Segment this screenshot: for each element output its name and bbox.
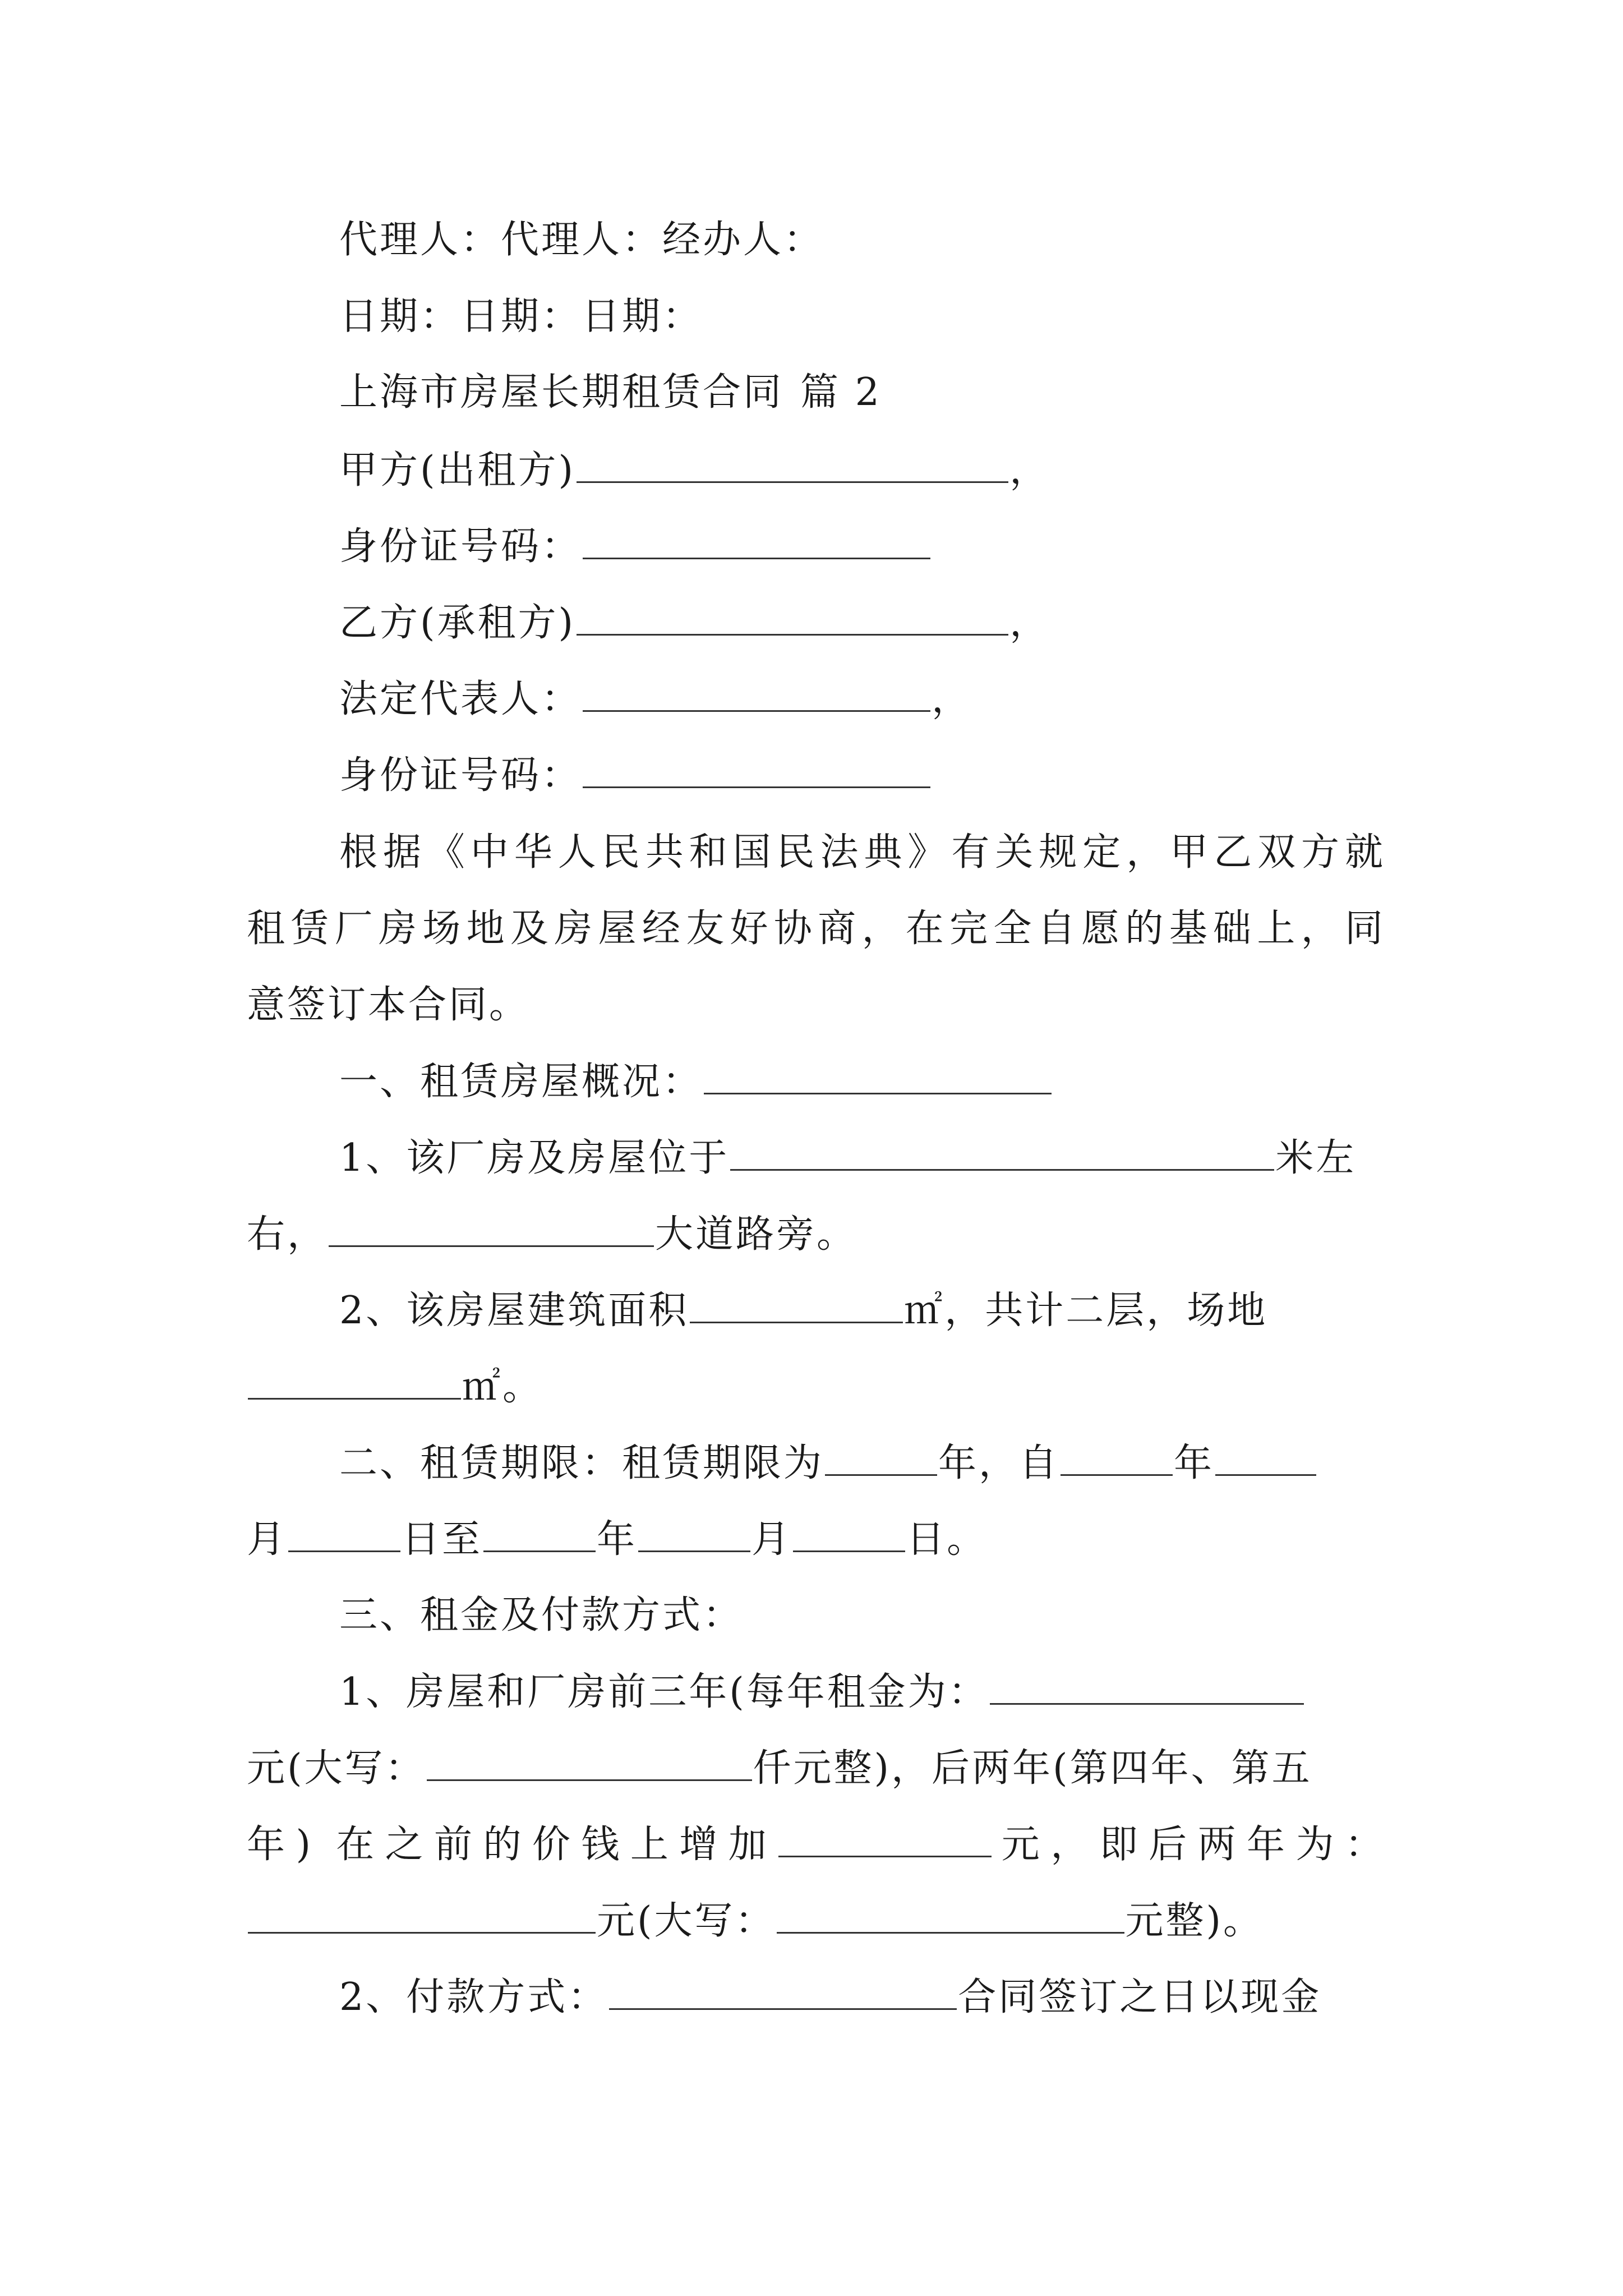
section-1-item-1-line-2 [247, 1212, 1385, 1257]
item-1-road-text: 大道路旁。 [655, 1212, 857, 1257]
section-2-line-1 [339, 1441, 1385, 1486]
section-1-blank [704, 1059, 1052, 1094]
lease-term-label: 二、租赁期限：租赁期限为 [339, 1441, 824, 1485]
legal-rep-line [339, 677, 1385, 722]
payment-method-blank [609, 1975, 957, 2010]
party-a-id-label: 身份证号码： [339, 524, 582, 569]
party-a-id-line [339, 524, 1385, 569]
annual-rent-label: 1、房屋和厂房前三年(每年租金为： [339, 1670, 989, 1714]
party-b-id-line [339, 753, 1385, 798]
rent-capital-text: 仟元整)，后两年(第四年、第五 [753, 1746, 1312, 1791]
legal-rep-label: 法定代表人： [339, 677, 582, 721]
rent-later-label: 元，即后两年为： [993, 1823, 1385, 1867]
start-year-unit: 年 [1174, 1441, 1215, 1485]
end-month-unit: 月 [751, 1517, 792, 1562]
later-rent-capital-text: 元整)。 [1125, 1899, 1264, 1943]
payment-method-label: 2、付款方式： [339, 1975, 608, 2019]
item-2-site-unit: ㎡。 [462, 1365, 543, 1409]
item-1-location-label: 1、该厂房及房屋位于 [339, 1136, 730, 1180]
end-year-blank [483, 1517, 596, 1552]
item-2-area-text: ㎡，共计二层，场地 [904, 1289, 1268, 1333]
site-area-blank [248, 1364, 461, 1400]
party-b-label: 乙方(承租方) [339, 601, 576, 645]
preamble-line-1: 根据《中华人民共和国民法典》有关规定，甲乙双方就 [339, 830, 1385, 875]
preamble-line-2: 租赁厂房场地及房屋经友好协商，在完全自愿的基础上，同 [247, 907, 1385, 951]
section-1-item-1-line-1 [339, 1135, 1385, 1181]
later-rent-blank [248, 1898, 596, 1934]
party-b-line [339, 600, 1385, 646]
section-3-item-1-line-4 [247, 1898, 1385, 1944]
party-a-label: 甲方(出租方) [339, 448, 576, 493]
party-a-blank [577, 448, 1008, 483]
section-1-heading [339, 1059, 1385, 1105]
start-month-unit: 月 [247, 1517, 288, 1562]
end-month-blank [638, 1517, 750, 1552]
party-b-blank [577, 600, 1008, 636]
legal-rep-tail: ， [932, 677, 972, 721]
section-3-item-1-line-2 [247, 1746, 1385, 1791]
payment-method-text: 合同签订之日以现金 [958, 1975, 1322, 2019]
party-b-id-blank [583, 753, 930, 788]
rent-increase-label: 年) 在之前的价钱上增加 [247, 1823, 778, 1867]
party-a-tail: ， [1009, 448, 1050, 493]
item-1-distance-unit: 米左 [1275, 1136, 1357, 1180]
preamble-line-3: 意签订本合同。 [247, 983, 530, 1027]
party-b-tail: ， [1009, 601, 1050, 645]
start-month-blank [1215, 1441, 1316, 1476]
building-area-blank [690, 1288, 903, 1323]
item-2-area-label: 2、该房屋建筑面积 [339, 1289, 689, 1333]
section-3-item-1-line-3 [247, 1822, 1385, 1867]
lease-from-text: 年，自 [938, 1441, 1060, 1485]
rent-capital-label: 元(大写： [247, 1746, 426, 1791]
document-title [339, 370, 1385, 415]
party-a-line [339, 448, 1385, 493]
section-1-item-2-line-2 [247, 1364, 1385, 1410]
road-name-blank [329, 1212, 654, 1247]
end-day-blank [793, 1517, 905, 1552]
rent-increase-blank [778, 1822, 992, 1857]
start-year-blank [1061, 1441, 1173, 1476]
section-1-heading-text: 一、租赁房屋概况： [339, 1060, 703, 1104]
start-day-to-text: 日至 [402, 1517, 483, 1562]
title-part: 篇 2 [800, 370, 882, 415]
term-years-blank [825, 1441, 937, 1476]
later-rent-capital-label: 元(大写： [597, 1899, 776, 1943]
section-3-heading: 三、租金及付款方式： [339, 1593, 744, 1637]
section-1-item-2-line-1 [339, 1288, 1385, 1333]
start-day-blank [288, 1517, 400, 1552]
rent-capital-blank [427, 1746, 752, 1781]
end-day-unit: 日。 [906, 1517, 988, 1562]
annual-rent-blank [990, 1669, 1304, 1705]
party-a-id-blank [583, 524, 930, 559]
party-b-id-label: 身份证号码： [339, 753, 582, 798]
section-2-line-2 [247, 1517, 1385, 1562]
item-1-right-text: 右， [247, 1212, 328, 1257]
legal-rep-blank [583, 677, 930, 712]
signature-dates-line: 日期：日期：日期： [339, 295, 703, 339]
location-blank [730, 1135, 1274, 1171]
later-rent-capital-blank [777, 1898, 1124, 1934]
section-3-item-2-line-1 [339, 1975, 1385, 2020]
section-3-item-1-line-1 [339, 1669, 1385, 1715]
title-text: 上海市房屋长期租赁合同 [339, 370, 784, 415]
signature-agents-line: 代理人：代理人：经办人： [339, 218, 824, 262]
end-year-unit: 年 [597, 1517, 638, 1562]
